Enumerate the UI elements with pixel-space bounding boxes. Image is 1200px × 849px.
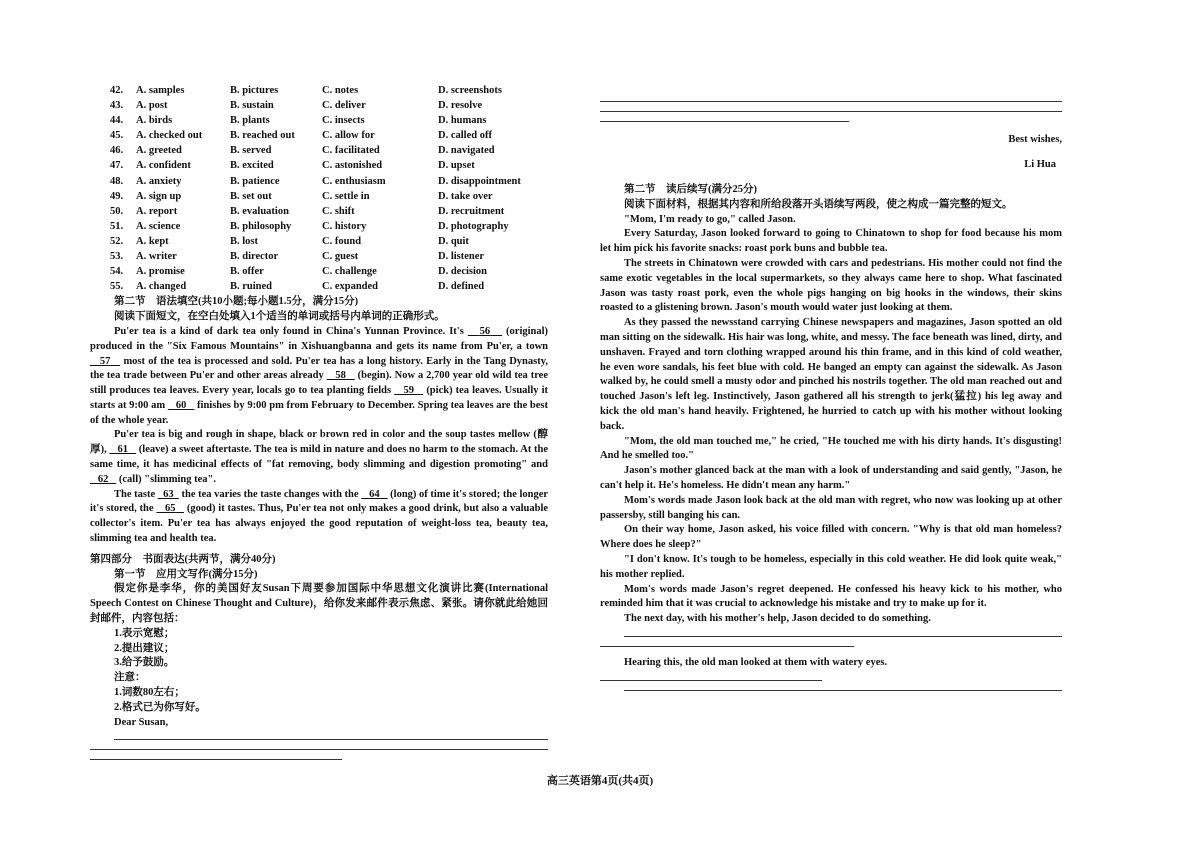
story-paragraph: On their way home, Jason asked, his voice filled with concern. "Why is that old man homeless? Where does he sleep?" [600, 524, 1062, 551]
note-heading: 注意： [114, 672, 146, 684]
choice-row [110, 265, 521, 280]
choice-row [110, 250, 521, 265]
choice-row [110, 205, 521, 220]
blank-65[interactable]: 65 [164, 503, 176, 515]
option-d[interactable]: D. navigated [438, 145, 495, 157]
writing-line[interactable] [90, 759, 342, 760]
blank-61[interactable]: 61 [117, 444, 128, 456]
writing-line[interactable] [624, 636, 1062, 637]
option-b[interactable]: B. offer [230, 266, 264, 278]
writing-line[interactable] [600, 680, 822, 681]
option-b[interactable]: B. set out [230, 190, 272, 202]
question-number: 49. [110, 190, 124, 202]
option-c[interactable]: C. shift [322, 205, 355, 217]
option-b[interactable]: B. reached out [230, 130, 295, 142]
option-b[interactable]: B. patience [230, 175, 280, 187]
choice-row [110, 220, 521, 235]
writing-line[interactable] [600, 121, 849, 122]
story-paragraph: As they passed the newsstand carrying Chinese newspapers and magazines, Jason spotted an old man sitting on the sidewalk. His hair was long, white, and messy. The face beneath was lined, dirty, and unshaven. Frayed and torn clothing wrapped around his thin frame, and in this kind of cold weather, he even wore sandals, his feet blue with cold. He banged an empty can against the sidewalk. As Jason walked by, he could smell a musty odor and pinched his nostrils together. The old man reached out and touched Jason's left leg. Instinctively, Jason gathered all his strength to jerk(猛拉) his leg away and kick the old man's hand heavily. Frightened, he hurried to catch up with his mother without looking back. [600, 317, 1062, 432]
question-number: 42. [110, 85, 124, 96]
story-paragraph: "I don't know. It's tough to be homeless, especially in this cold weather. He did look quite weak," his mother replied. [600, 554, 1062, 580]
option-c[interactable]: C. notes [322, 85, 359, 96]
story-paragraph: Jason's mother glanced back at the man with a look of understanding and said gently, "Jason, he can't help it. He's homeless. He didn't mean any harm." [600, 465, 1062, 492]
passage-paragraph-2: Pu'er tea is big and rough in shape, black or brown red in color and the soup tastes mellow (醇厚), 61 (leave) a sweet aftertaste. The tea is mild in nature and does no harm to the stomach. At the same time, it has medicinal effects of "fat removing, body slimming and digestion promoting" and 62 (call) "slimming tea". [90, 429, 549, 485]
option-c[interactable]: C. expanded [322, 281, 379, 293]
paragraph-2-writing-area[interactable] [600, 680, 1062, 691]
option-a[interactable]: A. science [136, 220, 181, 232]
story-paragraph: "Mom, I'm ready to go," called Jason. [624, 213, 796, 225]
passage-paragraph-1: Pu'er tea is a kind of dark tea only found in China's Yunnan Province. It's 56 (original) produced in the "Six Famous Mountains" in Xishuangbanna and gets its name from Pu'er, a town 57 most of the tea is processed and sold. Pu'er tea has a long history. Early in the Tang Dynasty, the tea trade between Pu'er and other areas already 58 (begin). Now a 2,700 year old wild tea tree still produces tea leaves. Every year, locals go to tea planting fields 59 (pick) tea leaves. Usually it starts at 9:00 am 60 finishes by 9:00 pm from February to December. Spring tea leaves are the best of the whole year. [90, 325, 549, 426]
question-number: 50. [110, 205, 124, 217]
blank-58[interactable]: 58 [335, 370, 346, 382]
option-b[interactable]: B. served [230, 145, 272, 157]
choice-row [110, 84, 521, 99]
choice-row [110, 159, 521, 174]
option-b[interactable]: B. sustain [230, 100, 274, 112]
letter-signature: Li Hua [1024, 158, 1056, 170]
option-d[interactable]: D. disappointment [438, 175, 521, 187]
writing-line[interactable] [600, 101, 1062, 102]
note-1: 1.词数80左右； [114, 687, 185, 699]
option-d[interactable]: D. resolve [438, 100, 483, 112]
requirement-1: 1.表示宽慰； [114, 627, 175, 639]
option-b[interactable]: B. lost [230, 235, 259, 247]
option-a[interactable]: A. post [136, 100, 168, 112]
choice-row [110, 144, 521, 159]
choice-row [110, 99, 521, 114]
option-c[interactable]: C. facilitated [322, 145, 380, 157]
story-paragraph: Mom's words made Jason's regret deepened. He confessed his heavy kick to his mother, who reminded him that it was crucial to acknowledge his mistake and try to make up for it. [600, 583, 1062, 610]
choice-row [110, 280, 521, 295]
question-number: 43. [110, 100, 124, 112]
blank-64[interactable]: 64 [369, 488, 380, 500]
blank-62[interactable]: 62 [97, 473, 109, 485]
option-d[interactable]: D. called off [438, 130, 492, 142]
option-c[interactable]: C. deliver [322, 100, 366, 112]
story-paragraph: Every Saturday, Jason looked forward to going to Chinatown to shop for food because his mom let him pick his favorite snacks: roast pork buns and bubble tea. [600, 228, 1062, 255]
option-a[interactable]: A. report [136, 205, 178, 217]
page-footer: 高三英语第4页(共4页) [546, 775, 654, 787]
option-a[interactable]: A. sign up [136, 190, 182, 202]
option-a[interactable]: A. anxiety [136, 175, 182, 187]
option-a[interactable]: A. checked out [136, 130, 203, 142]
option-d[interactable]: D. decision [438, 266, 488, 278]
option-c[interactable]: C. guest [322, 251, 359, 263]
option-a[interactable]: A. changed [136, 281, 187, 293]
passage-paragraph-3: The taste 63 the tea varies the taste changes with the 64 (long) of time it's stored; the longer it's stored, the 65 (good) it tastes. Thus, Pu'er tea not only makes a good drink, but also a valuable collector's item. Pu'er tea has always enjoyed the good reputation of weight-loss tea, beauty tea, slimming tea and health tea. [90, 488, 549, 545]
blank-60[interactable]: 60 [175, 399, 187, 411]
option-b[interactable]: B. pictures [230, 85, 279, 96]
option-d[interactable]: D. screenshots [438, 85, 502, 96]
letter-greeting: Dear Susan, [114, 716, 169, 728]
requirement-3: 3.给予鼓励。 [114, 657, 175, 669]
choice-row [110, 114, 521, 129]
option-c[interactable]: C. history [322, 220, 367, 232]
writing-line[interactable] [600, 111, 1062, 112]
option-d[interactable]: D. take over [438, 190, 493, 202]
option-c[interactable]: C. found [322, 235, 362, 247]
option-c[interactable]: C. insects [322, 115, 365, 127]
option-b[interactable]: B. ruined [230, 281, 273, 293]
story-paragraph: Mom's words made Jason look back at the old man with regret, who now was looking up at other passersby, still banging his can. [600, 494, 1062, 521]
option-d[interactable]: D. humans [438, 115, 487, 127]
option-c[interactable]: C. astonished [322, 160, 383, 172]
writing-line[interactable] [90, 749, 548, 750]
writing-line[interactable] [114, 739, 548, 740]
option-c[interactable]: C. challenge [322, 266, 377, 278]
question-number: 54. [110, 266, 124, 278]
option-b[interactable]: B. philosophy [230, 220, 292, 232]
option-a[interactable]: A. kept [136, 235, 169, 247]
option-a[interactable]: A. birds [136, 115, 173, 127]
blank-57[interactable]: 57 [99, 355, 111, 367]
question-number: 52. [110, 235, 124, 247]
letter-writing-area[interactable] [90, 739, 548, 760]
option-d[interactable]: D. listener [438, 251, 485, 263]
writing-line[interactable] [600, 646, 854, 647]
blank-63[interactable]: 63 [163, 488, 174, 500]
option-b[interactable]: B. evaluation [230, 205, 289, 217]
question-number: 47. [110, 160, 124, 172]
option-c[interactable]: C. settle in [322, 190, 370, 202]
right-column [600, 92, 1062, 700]
section2-title: 第二节 语法填空(共10小题;每小题1.5分，满分15分) [114, 296, 359, 308]
question-number: 53. [110, 251, 124, 263]
option-c[interactable]: C. enthusiasm [322, 175, 386, 187]
letter-closing: Best wishes, [1008, 133, 1062, 145]
option-a[interactable]: A. writer [136, 251, 177, 263]
story-paragraph: "Mom, the old man touched me," he cried, "He touched me with his dirty hands. It's disgusting! And he smelled too." [600, 435, 1062, 462]
part4-title: 第四部分 书面表达(共两节，满分40分) [90, 553, 276, 565]
left-column [90, 84, 548, 769]
option-d[interactable]: D. photography [438, 220, 509, 232]
option-c[interactable]: C. allow for [322, 130, 375, 142]
blank-59[interactable]: 59 [403, 385, 414, 397]
option-a[interactable]: A. samples [136, 85, 185, 96]
option-a[interactable]: A. greeted [136, 145, 182, 157]
blank-56[interactable]: 56 [479, 325, 491, 337]
part4-section1-title: 第一节 应用文写作(满分15分) [114, 568, 258, 580]
choice-row [110, 129, 521, 144]
choice-table [110, 84, 521, 295]
section2-instructions: 阅读下面短文，在空白处填入1个适当的单词或括号内单词的正确形式。 [114, 311, 445, 323]
question-number: 44. [110, 115, 124, 127]
continuation-section-title: 第二节 读后续写(满分25分) [624, 184, 757, 196]
question-number: 55. [110, 281, 124, 293]
paragraph-1-opener: The next day, with his mother's help, Jason decided to do something. [624, 613, 931, 625]
continuation-instructions: 阅读下面材料，根据其内容和所给段落开头语续写两段，使之构成一篇完整的短文。 [624, 198, 1013, 210]
paragraph-1-writing-area[interactable] [600, 636, 1062, 647]
choice-row [110, 235, 521, 250]
paragraph-2-opener: Hearing this, the old man looked at them with watery eyes. [624, 657, 888, 668]
option-b[interactable]: B. excited [230, 160, 274, 172]
option-d[interactable]: D. recruitment [438, 205, 505, 217]
choice-row [110, 190, 521, 205]
option-d[interactable]: D. upset [438, 160, 475, 172]
option-b[interactable]: B. plants [230, 115, 270, 127]
question-number: 48. [110, 175, 124, 187]
option-d[interactable]: D. defined [438, 281, 485, 293]
requirement-2: 2.提出建议； [114, 642, 175, 654]
question-number: 45. [110, 130, 124, 142]
option-a[interactable]: A. confident [136, 160, 191, 172]
question-number: 51. [110, 220, 124, 232]
choice-row [110, 175, 521, 190]
writing-prompt: 假定你是李华，你的美国好友Susan下周要参加国际中华思想文化演讲比赛(International Speech Contest on Chinese Thought and Culture)，给你发来邮件表示焦虑、紧张。请你就此给她回封邮件，内容包括： [90, 583, 548, 625]
letter-continuation-area[interactable] [600, 101, 1062, 122]
option-b[interactable]: B. director [230, 251, 279, 263]
question-number: 46. [110, 145, 124, 157]
writing-line[interactable] [624, 690, 1062, 691]
note-2: 2.格式已为你写好。 [114, 701, 206, 713]
option-d[interactable]: D. quit [438, 235, 469, 247]
option-a[interactable]: A. promise [136, 266, 185, 278]
story-paragraph: The streets in Chinatown were crowded with cars and pedestrians. His mother could not find the same exotic vegetables in the local supermarkets, so they always came here to shop. What fascinated Jason was tasty roast pork, even the whole pigs hanging on big hooks in the windows, their skins roasted to a glistening brown. Jason's mouth would water just looking at them. [600, 258, 1062, 314]
